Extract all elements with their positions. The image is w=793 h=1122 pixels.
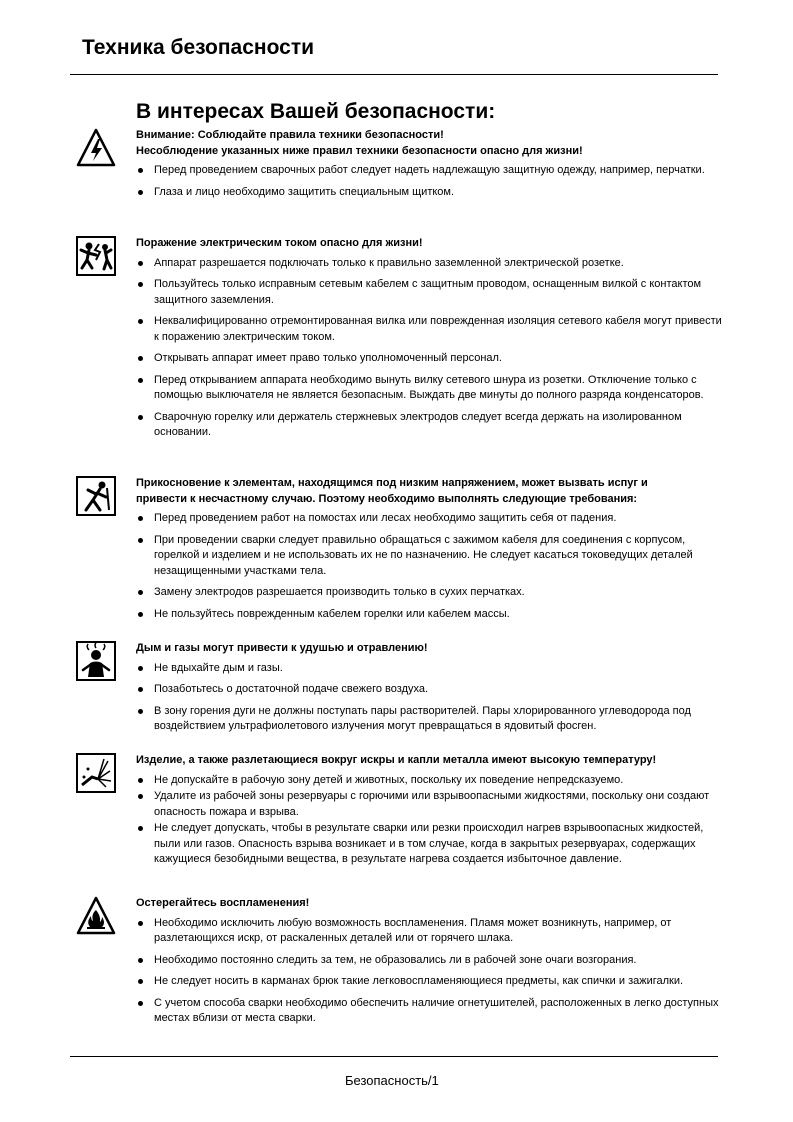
list-item: Глаза и лицо необходимо защитить специальным щитком.: [136, 185, 724, 201]
list-item: В зону горения дуги не должны поступать пары растворителей. Пары хлорированного углеводорода под воздействием ультрафиолетового излучения могут превращаться в ядовитый фосген.: [136, 704, 724, 735]
section-low-voltage: [76, 476, 724, 628]
list-item: Перед проведением работ на помостах или лесах необходимо защитить себя от падения.: [136, 511, 724, 527]
section-fumes: [76, 641, 724, 741]
section-electric-shock: [76, 236, 724, 447]
section-fire: [76, 896, 724, 1033]
section-title-line: Дым и газы могут привести к удушью и отравлению!: [136, 642, 428, 654]
list-item: Перед проведением сварочных работ следует надеть надлежащую защитную одежду, например, перчатки.: [136, 163, 724, 179]
list-item: Удалите из рабочей зоны резервуары с горючими или взрывоопасными жидкостями, поскольку они создают опасность пожара и взрыва.: [136, 789, 724, 820]
list-item: Позаботьтесь о достаточной подаче свежего воздуха.: [136, 682, 724, 698]
list-item: Необходимо исключить любую возможность воспламенения. Пламя может возникнуть, например, от разлетающихся искр, от раскаленных деталей или от горячего шлака.: [136, 916, 724, 947]
footer-divider: [70, 1056, 718, 1057]
electric-hazard-triangle-icon: [76, 128, 116, 168]
fumes-person-icon: [76, 641, 116, 681]
fire-hazard-triangle-icon: [76, 896, 116, 936]
list-item: С учетом способа сварки необходимо обеспечить наличие огнетушителей, расположенных в легко доступных местах вблизи от места сварки.: [136, 996, 724, 1027]
section-title-line: привести к несчастному случаю. Поэтому необходимо выполнять следующие требования:: [136, 492, 638, 505]
section-general-warning: [76, 128, 724, 206]
list-item: Не следует допускать, чтобы в результате сварки или резки происходил нагрев взрывоопасных жидкостей, пыли или газов. Опасность взрыва возникает и в том случае, когда в закрытых резервуарах, содержащих кажущиеся безобидными вещества, в результате нагрева создается избыточное давление.: [136, 821, 724, 868]
main-heading: В интересах Вашей безопасности:: [136, 100, 496, 123]
section-title-line: Поражение электрическим током опасно для жизни!: [136, 237, 423, 249]
list-item: Необходимо постоянно следить за тем, не образовались ли в рабочей зоне очаги возгорания.: [136, 953, 724, 969]
list-item: Не допускайте в рабочую зону детей и животных, поскольку их поведение непредсказуемо.: [136, 773, 724, 789]
section-title-line: Несоблюдение указанных ниже правил техники безопасности опасно для жизни!: [136, 144, 583, 157]
list-item: Не пользуйтесь поврежденным кабелем горелки или кабелем массы.: [136, 607, 724, 623]
list-item: Открывать аппарат имеет право только уполномоченный персонал.: [136, 351, 724, 367]
falling-person-icon: [76, 476, 116, 516]
section-hot-sparks: [76, 753, 724, 869]
section-title-line: Остерегайтесь воспламенения!: [136, 897, 310, 909]
page-header-title: Техника безопасности: [82, 36, 315, 59]
list-item: Не следует носить в карманах брюк такие легковоспламеняющиеся предметы, как спички и зажигалки.: [136, 974, 724, 990]
list-item: Перед открыванием аппарата необходимо вынуть вилку сетевого шнура из розетки. Отключение только с помощью выключателя не является безопасным. Выждать две минуты до полного разряда конденсаторов.: [136, 373, 724, 404]
section-title-line: Изделие, а также разлетающиеся вокруг искры и капли металла имеют высокую температуру!: [136, 754, 657, 766]
list-item: Не вдыхайте дым и газы.: [136, 661, 724, 677]
header-divider: [70, 74, 718, 75]
section-title-line: Внимание: Соблюдайте правила техники безопасности!: [136, 129, 444, 141]
list-item: Замену электродов разрешается производить только в сухих перчатках.: [136, 585, 724, 601]
list-item: Неквалифицированно отремонтированная вилка или поврежденная изоляция сетевого кабеля могут привести к поражению электрическим током.: [136, 314, 724, 345]
electric-shock-icon: [76, 236, 116, 276]
list-item: При проведении сварки следует правильно обращаться с зажимом кабеля для соединения с корпусом, горелкой и изделием и не использовать их не по назначению. Не следует касаться токоведущих деталей незащищенными участками тела.: [136, 533, 724, 580]
hot-sparks-icon: [76, 753, 116, 793]
page-number: Безопасность/1: [345, 1073, 439, 1088]
list-item: Аппарат разрешается подключать только к правильно заземленной электрической розетке.: [136, 256, 724, 272]
list-item: Сварочную горелку или держатель стержневых электродов следует всегда держать на изолированном основании.: [136, 410, 724, 441]
list-item: Пользуйтесь только исправным сетевым кабелем с защитным проводом, оснащенным вилкой с контактом защитного заземления.: [136, 277, 724, 308]
section-title-line: Прикосновение к элементам, находящимся под низким напряжением, может вызвать испуг и: [136, 477, 648, 489]
